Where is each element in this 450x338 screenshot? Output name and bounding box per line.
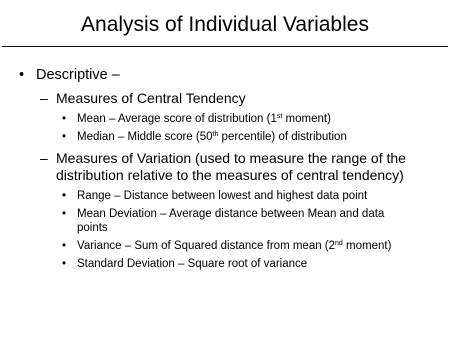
variation-heading-line1: Measures of Variation (used to measure the range of the bbox=[56, 150, 406, 166]
range-item: Range – Distance between lowest and highest data point bbox=[77, 190, 368, 202]
variance-text: Variance – Sum of Squared distance from mean (2 bbox=[77, 240, 336, 252]
ordinal-suffix: th bbox=[212, 131, 219, 138]
mean-text-tail: moment) bbox=[282, 113, 331, 125]
ordinal-suffix: st bbox=[276, 113, 283, 120]
bullet-icon: • bbox=[62, 131, 67, 143]
mean-text: Mean – Average score of distribution (1 bbox=[77, 113, 277, 125]
variance-text-tail: moment) bbox=[342, 240, 392, 252]
variation-heading-line2: distribution relative to the measures of central tendency) bbox=[56, 167, 404, 183]
bullet-icon: • bbox=[19, 67, 25, 83]
slide-title: Analysis of Individual Variables bbox=[81, 13, 369, 36]
ordinal-suffix: nd bbox=[335, 240, 343, 247]
median-item bbox=[77, 130, 347, 144]
bullet-icon: • bbox=[62, 240, 67, 252]
central-tendency-heading: Measures of Central Tendency bbox=[56, 90, 246, 106]
median-text: Median – Middle score (50 bbox=[77, 131, 213, 143]
dash-marker: – bbox=[40, 90, 48, 106]
bullet-icon: • bbox=[62, 208, 67, 220]
std-deviation-item: Standard Deviation – Square root of variance bbox=[77, 258, 308, 270]
bullet-icon: • bbox=[62, 258, 67, 270]
mean-deviation-item-cont: points bbox=[77, 222, 108, 234]
median-text-tail: percentile) of distribution bbox=[218, 131, 347, 143]
title-divider bbox=[2, 46, 448, 47]
bullet-icon: • bbox=[62, 190, 67, 202]
descriptive-heading: Descriptive – bbox=[36, 67, 120, 83]
mean-item bbox=[77, 112, 331, 126]
dash-marker: – bbox=[40, 150, 48, 166]
bullet-icon: • bbox=[62, 113, 67, 125]
variance-item bbox=[77, 239, 391, 253]
mean-deviation-item: Mean Deviation – Average distance between Mean and data bbox=[77, 208, 385, 220]
